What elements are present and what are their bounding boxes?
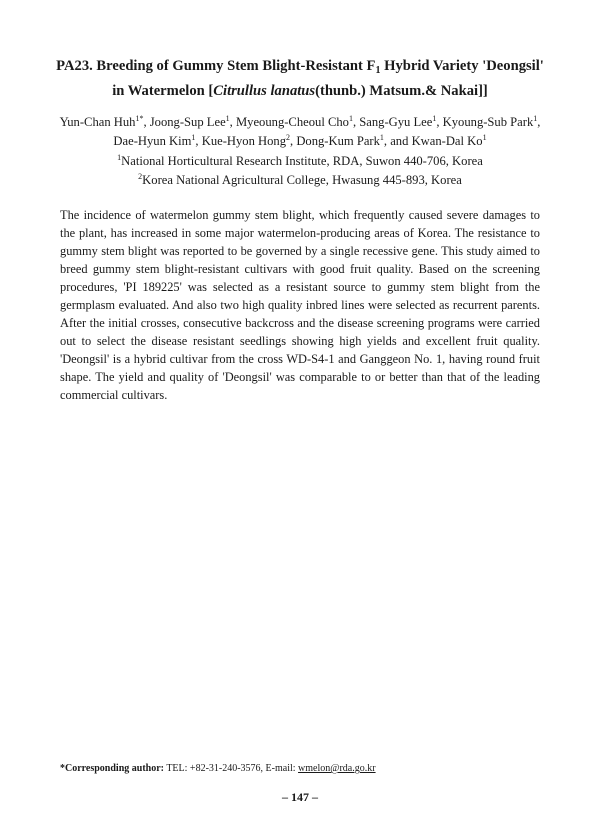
author: Joong-Sup Lee$^1$, bbox=[149, 113, 236, 129]
author: Kyoung-Sub Park$^1$, bbox=[442, 113, 541, 129]
abstract bbox=[60, 206, 540, 404]
author: Kwan-Dal Ko$^1$ bbox=[411, 132, 487, 148]
author: Kue-Hyon Hong$^2$, bbox=[201, 132, 297, 148]
author: Sang-Gyu Lee$^1$, bbox=[359, 113, 443, 129]
title-line-2: in Watermelon [Citrullus lanatus(thunb.) Matsum.& Nakai]] bbox=[112, 83, 488, 99]
email-link[interactable]: wmelon@rda.go.kr bbox=[298, 763, 376, 774]
author: Dong-Kum Park$^1$, and bbox=[296, 132, 412, 148]
author-list bbox=[40, 113, 560, 151]
affiliation: $^2$Korea National Agricultural College, Hwasung 445-893, Korea bbox=[138, 171, 462, 187]
corresponding-author-note bbox=[60, 762, 540, 776]
author: Dae-Hyun Kim$^1$, bbox=[113, 132, 202, 148]
footnote-contact: TEL: +82-31-240-3576, E-mail: bbox=[164, 763, 299, 774]
affiliation: $^1$National Horticultural Research Institute, RDA, Suwon 440-706, Korea bbox=[117, 152, 483, 168]
paper-title bbox=[40, 56, 560, 102]
title-line-1: PA23. Breeding of Gummy Stem Blight-Resistant $F_1$ Hybrid Variety 'Deongsil' bbox=[56, 58, 544, 76]
abstract-text: The incidence of watermelon gummy stem blight, which frequently caused severe damages to the plant, has increased in some major watermelon-producing areas of Korea. The resistance to gummy stem blight was reported to be governed by a single recessive gene. This study aimed to breed gummy stem blight-resistant cultivars with good fruit quality. Based on the screening procedures, 'PI 189225' was selected as a resistant source to gummy stem blight from the germplasm evaluated. And also two high quality inbred lines were selected as recurrent parents. After the initial crosses, consecutive backcross and the disease screening programs were carried out to select the disease resistant seedlings showing high yields and excellent fruit quality. 'Deongsil' is a hybrid cultivar from the cross WD-S4-1 and Ganggeon No. 1, having round fruit shape. The yield and quality of 'Deongsil' was comparable to or better than that of the leading commercial cultivars. bbox=[60, 208, 540, 402]
author: Yun-Chan Huh$^{1*}$, bbox=[59, 113, 150, 129]
footnote-label: *Corresponding author: bbox=[60, 763, 164, 774]
affiliation-list bbox=[40, 152, 560, 190]
page-number: – 147 – bbox=[282, 790, 318, 804]
author: Myeoung-Cheoul Cho$^1$, bbox=[235, 113, 360, 129]
